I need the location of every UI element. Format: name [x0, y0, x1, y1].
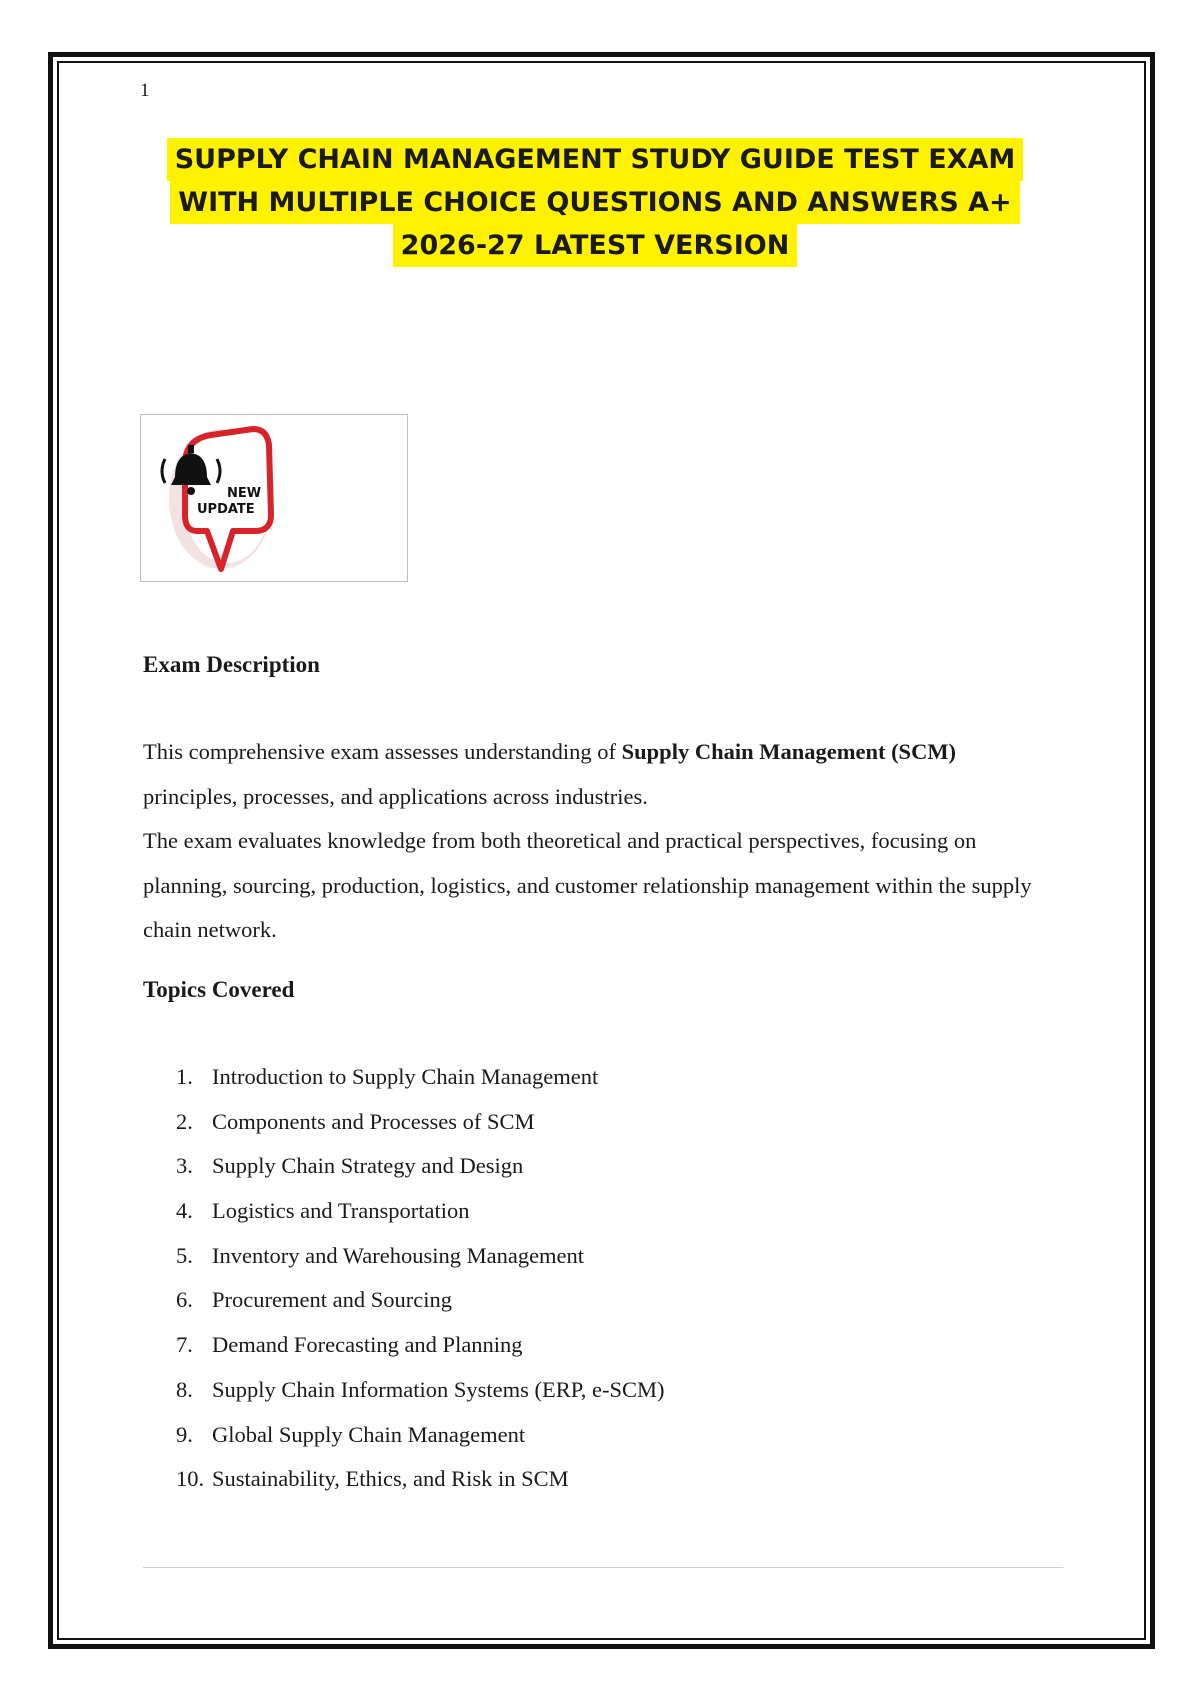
badge-line-1: NEW — [227, 486, 262, 501]
scm-bold-term: Supply Chain Management (SCM) — [621, 739, 957, 764]
topics-covered-heading: Topics Covered — [143, 977, 295, 1002]
list-item: 3. Supply Chain Strategy and Design — [176, 1153, 524, 1179]
list-item: 4. Logistics and Transportation — [176, 1198, 470, 1224]
title-line-1: SUPPLY CHAIN MANAGEMENT STUDY GUIDE TEST EXAM — [167, 138, 1024, 181]
list-item: 10. Sustainability, Ethics, and Risk in SCM — [176, 1466, 569, 1492]
title-line-3: 2026-27 LATEST VERSION — [393, 224, 798, 267]
list-item: 6. Procurement and Sourcing — [176, 1287, 452, 1313]
list-item: 7. Demand Forecasting and Planning — [176, 1332, 523, 1358]
description-paragraph-1: This comprehensive exam assesses understanding of Supply Chain Management (SCM) principles, processes, and applications across industries. — [143, 739, 957, 809]
title-line-2: WITH MULTIPLE CHOICE QUESTIONS AND ANSWERS A+ — [170, 181, 1019, 224]
description-paragraph-2: The exam evaluates knowledge from both theoretical and practical perspectives, focusing on planning, sourcing, production, logistics, and customer relationship management within the supply chain network. — [143, 828, 1032, 942]
exam-description-body — [143, 730, 1043, 953]
list-item: 5. Inventory and Warehousing Management — [176, 1242, 585, 1268]
footer-divider — [143, 1567, 1063, 1568]
document-title — [120, 138, 1070, 267]
list-item: 8. Supply Chain Information Systems (ERP, e-SCM) — [176, 1376, 665, 1402]
new-update-badge — [140, 414, 408, 582]
page-number: 1 — [140, 80, 150, 101]
topics-list — [176, 1055, 665, 1502]
badge-line-2: UPDATE — [197, 502, 255, 517]
list-item: 2. Components and Processes of SCM — [176, 1108, 535, 1134]
new-update-badge-icon — [141, 415, 407, 581]
list-item: 1. Introduction to Supply Chain Management — [176, 1064, 599, 1089]
list-item: 9. Global Supply Chain Management — [176, 1421, 526, 1447]
exam-description-heading: Exam Description — [143, 652, 320, 677]
